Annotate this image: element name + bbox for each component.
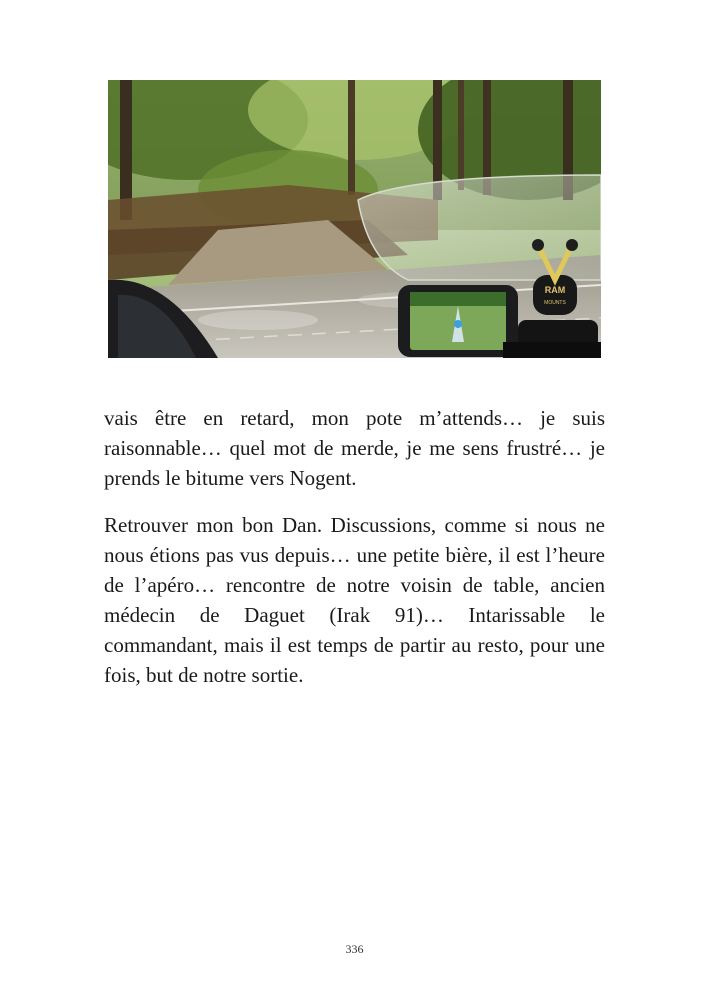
page-number: 336 — [345, 942, 364, 956]
svg-text:MOUNTS: MOUNTS — [544, 300, 566, 306]
svg-text:RAM: RAM — [544, 285, 566, 295]
forest-road-photo — [108, 80, 601, 358]
paragraph-1: vais être en retard, mon pote m’attends… je suis raisonnable… quel mot de merde, je me sens frustré… je prends le bitume vers Nogent. — [104, 406, 605, 490]
paragraph-2: Retrouver mon bon Dan. Discussions, comme si nous ne nous étions pas vus depuis… une petite bière, il est l’heure de l’apéro… rencontre de notre voisin de table, ancien médecin de Daguet (Irak 91)… Intarissable le commandant, mais il est temps de partir au resto, pour une fois, but de notre sortie. — [104, 513, 605, 687]
